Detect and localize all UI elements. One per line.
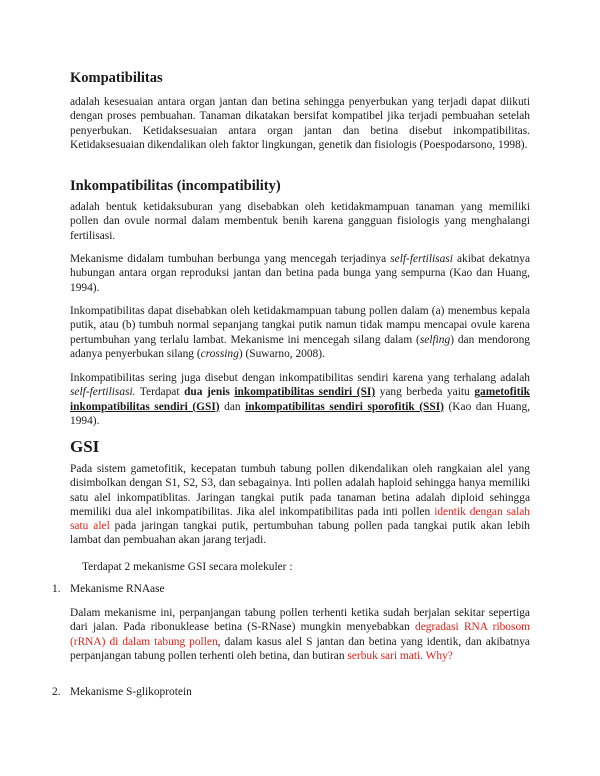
highlight-serbuk-sari: serbuk sari mati. Why? [347, 649, 453, 662]
heading-gsi: GSI [70, 437, 100, 456]
highlight-degradasi: degradasi RNA ribosom (rRNA) di dalam tabung pollen [70, 621, 530, 648]
term-gsi: gametofitik inkompatibilitas sendiri (GSI) [70, 386, 530, 413]
heading-inkompatibilitas: Inkompatibilitas (incompatibility) [70, 178, 281, 194]
term-ssi: inkompatibilitas sendiri sporofitik (SSI) [245, 400, 444, 413]
list-number-2: 2. [52, 686, 61, 698]
paragraph-rnaase: Dalam mekanisme ini, perpanjangan tabung pollen terhenti ketika sudah berjalan sekitar sepertiga dari jalan. Pada ribonuklease betina (S-RNase) mungkin menyebabkan degradasi RNA ribosom (rRNA) di dalam tabung pollen, dalam kasus alel S jantan dan betina yang identik, dan akibatnya perpanjangan tabung pollen terhenti oleh betina, dan butiran serbuk sari mati. Why? [70, 607, 530, 662]
list-number-1: 1. [52, 583, 61, 595]
paragraph-mekanisme-gsi: Terdapat 2 mekanisme GSI secara molekuler : [82, 561, 293, 573]
heading-kompatibilitas: Kompatibilitas [70, 70, 163, 86]
term-si: inkompatibilitas sendiri (SI) [234, 386, 376, 399]
paragraph-penyebab: Inkompatibilitas dapat disebabkan oleh ketidakmampuan tabung pollen dalam (a) menembus kepala putik, atau (b) tumbuh normal sepanjang tangkai putik namun tidak mampu mencapai ovule karena pertumbuhan yang terlalu lambat. Mekanisme ini mencegah silang dalam (selfing) dan mendorong adanya penyerbukan silang (crossing) (Suwarno, 2008). [70, 305, 530, 360]
paragraph-mekanisme: Mekanisme didalam tumbuhan berbunga yang mencegah terjadinya self-fertilisasi akibat dekatnya hubungan antara organ reproduksi jantan dan betina pada bunga yang sempurna (Kao dan Huang, 1994). [70, 253, 531, 294]
emphasis-self-fertilisasi: self-fertilisasi [390, 253, 453, 265]
list-item-rnaase: Mekanisme RNAase [70, 583, 165, 595]
paragraph-kompatibilitas: adalah kesesuaian antara organ jantan dan betina sehingga penyerbukan yang terjadi dapat diikuti dengan proses pembuahan. Tanaman dikatakan bersifat kompatibel jika terjadi pembuahan setelah penyerbukan. Ketidaksesuaian antara organ jantan dan betina disebut inkompatibilitas. Ketidaksesuaian dikendalikan oleh faktor lingkungan, genetik dan fisiologis (Poespodarsono, 1998). [70, 96, 530, 151]
paragraph-jenis-si: Inkompatibilitas sering juga disebut dengan inkompatibilitas sendiri karena yang terhalang adalah self-fertilisasi. Terdapat dua jenis inkompatibilitas sendiri (SI) yang berbeda yaitu gametofitik inkompatibilitas sendiri (GSI) dan inkompatibilitas sendiri sporofitik (SSI) (Kao dan Huang, 1994). [70, 372, 530, 427]
paragraph-inkompatibilitas-definition: adalah bentuk ketidaksuburan yang disebabkan oleh ketidakmampuan tanaman yang memiliki pollen dan ovule normal dalam membentuk benih karena gangguan fisiologis yang menghalangi fertilisasi. [70, 201, 530, 242]
paragraph-gsi: Pada sistem gametofitik, kecepatan tumbuh tabung pollen dikendalikan oleh rangkaian alel yang disimbolkan dengan S1, S2, S3, dan sebagainya. Inti pollen adalah haploid sehingga hanya memiliki satu alel inkompatiblitas. Jaringan tangkai putik pada tanaman betina adalah diploid sehingga memiliki dua alel inkompatibilitas. Jika alel inkompatibilitas pada inti pollen identik dengan salah satu alel pada jaringan tangkai putik, pertumbuhan tabung pollen pada tangkai putik akan lebih lambat dan pembuahan akan jarang terjadi. [70, 463, 530, 547]
highlight-identik: identik dengan salah satu alel [70, 505, 530, 533]
list-item-s-glikoprotein: Mekanisme S-glikoprotein [70, 686, 192, 698]
